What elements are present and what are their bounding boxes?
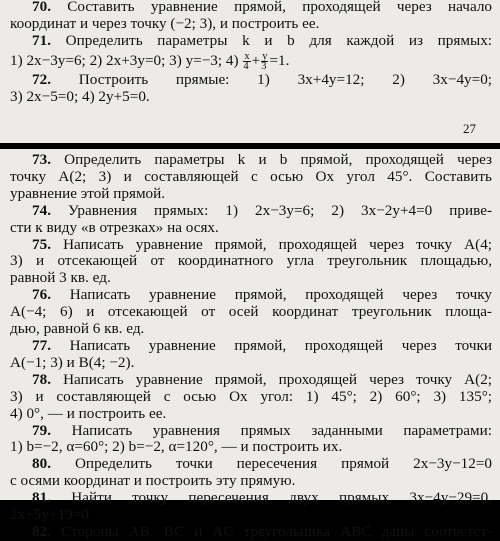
page-bottom-text bbox=[10, 152, 492, 541]
problem-75-line-1: 75. Написать уравнение прямой, проходящей через точку A(4; bbox=[32, 235, 493, 253]
problem-79-line-2: 1) b=−2, α=60°; 2) b=−2, α=120°, — и построить их. bbox=[10, 438, 343, 456]
problem-74-line-1: 74. Уравнения прямых: 1) 2x−3y=6; 2) 3x−2y+4=0 приве- bbox=[32, 201, 493, 219]
fraction-x-over-4: $\frac{x}{4}$ bbox=[243, 50, 250, 72]
problem-78-line-2: 3) и составляющей с осью Ox угол: 1) 45°; 2) 60°; 3) 135°; bbox=[10, 387, 492, 405]
problem-78-line-1: 78. Написать уравнение прямой, проходящей через точку A(2; bbox=[32, 370, 493, 388]
problem-70-line-1: 70. Составить уравнение прямой, проходящей через начало bbox=[32, 0, 492, 15]
problem-75-line-3: равной 3 кв. ед. bbox=[10, 269, 111, 287]
problem-77-line-1: 77. Написать уравнение прямой, проходящей через точки bbox=[32, 336, 492, 354]
problem-79-line-1: 79. Написать уравнения прямых заданными параметрами: bbox=[32, 421, 492, 439]
problem-74-line-2: сти к виду «в отрезках» на осях. bbox=[10, 218, 219, 236]
problem-80-line-1: 80. Определить точки пересечения прямой 2x−3y−12=0 bbox=[32, 455, 493, 473]
problem-76-line-3: дью, равной 6 кв. ед. bbox=[10, 320, 145, 338]
problem-78-line-3: 4) 0°, — и построить ее. bbox=[10, 404, 167, 422]
problem-73-line-3: уравнение этой прямой. bbox=[10, 184, 166, 202]
problem-81-line-1: 81. Найти точку пересечения двух прямых 3x−4y−29=0, bbox=[32, 489, 492, 507]
problem-81-line-2: 2x+5y+19=0. bbox=[10, 506, 93, 524]
problem-77-line-2: A(−1; 3) и B(4; −2). bbox=[10, 353, 135, 371]
page-number: 27 bbox=[463, 121, 476, 136]
problem-75-line-2: 3) и отсекающей от координатного угла треугольник площадью, bbox=[10, 252, 492, 270]
page-top bbox=[0, 0, 500, 143]
page-top-text bbox=[10, 0, 492, 106]
problem-80-line-2: с осями координат и построить эту прямую. bbox=[10, 472, 296, 490]
problem-72-line-1: 72. Построить прямые: 1) 3x+4y=12; 2) 3x−4y=0; bbox=[32, 70, 493, 88]
problem-73-line-1: 73. Определить параметры k и b прямой, проходящей через bbox=[32, 151, 493, 168]
problem-70-line-2: координат и через точку (−2; 3), и построить ее. bbox=[10, 14, 320, 32]
problem-73-line-2: точку A(2; 3) и составляющей с осью Ox угол 45°. Составить bbox=[10, 167, 492, 185]
problem-82-line-1: 82. Стороны AB, BC и AC треугольника ABC даны соответст- bbox=[32, 522, 492, 540]
fraction-y-over-3: $\frac{y}{3}$ bbox=[261, 50, 268, 72]
problem-76-line-1: 76. Написать уравнение прямой, проходящей через точку bbox=[32, 286, 493, 304]
problem-76-line-2: A(−4; 6) и отсекающей от осей координат треугольник площа- bbox=[10, 303, 492, 321]
page-bottom bbox=[0, 149, 500, 540]
problem-71-line-1: 71. Определить параметры k и b для каждой из прямых: bbox=[32, 31, 493, 49]
problem-71-line-2: 1) 2x−3y=6; 2) 2x+3y=0; 3) y=−3; 4) $\frac{x}{4}$ + $\frac{y}{3}$ =1. bbox=[10, 50, 290, 72]
problem-72-line-2: 3) 2x−5=0; 4) 2y+5=0. bbox=[10, 87, 150, 105]
